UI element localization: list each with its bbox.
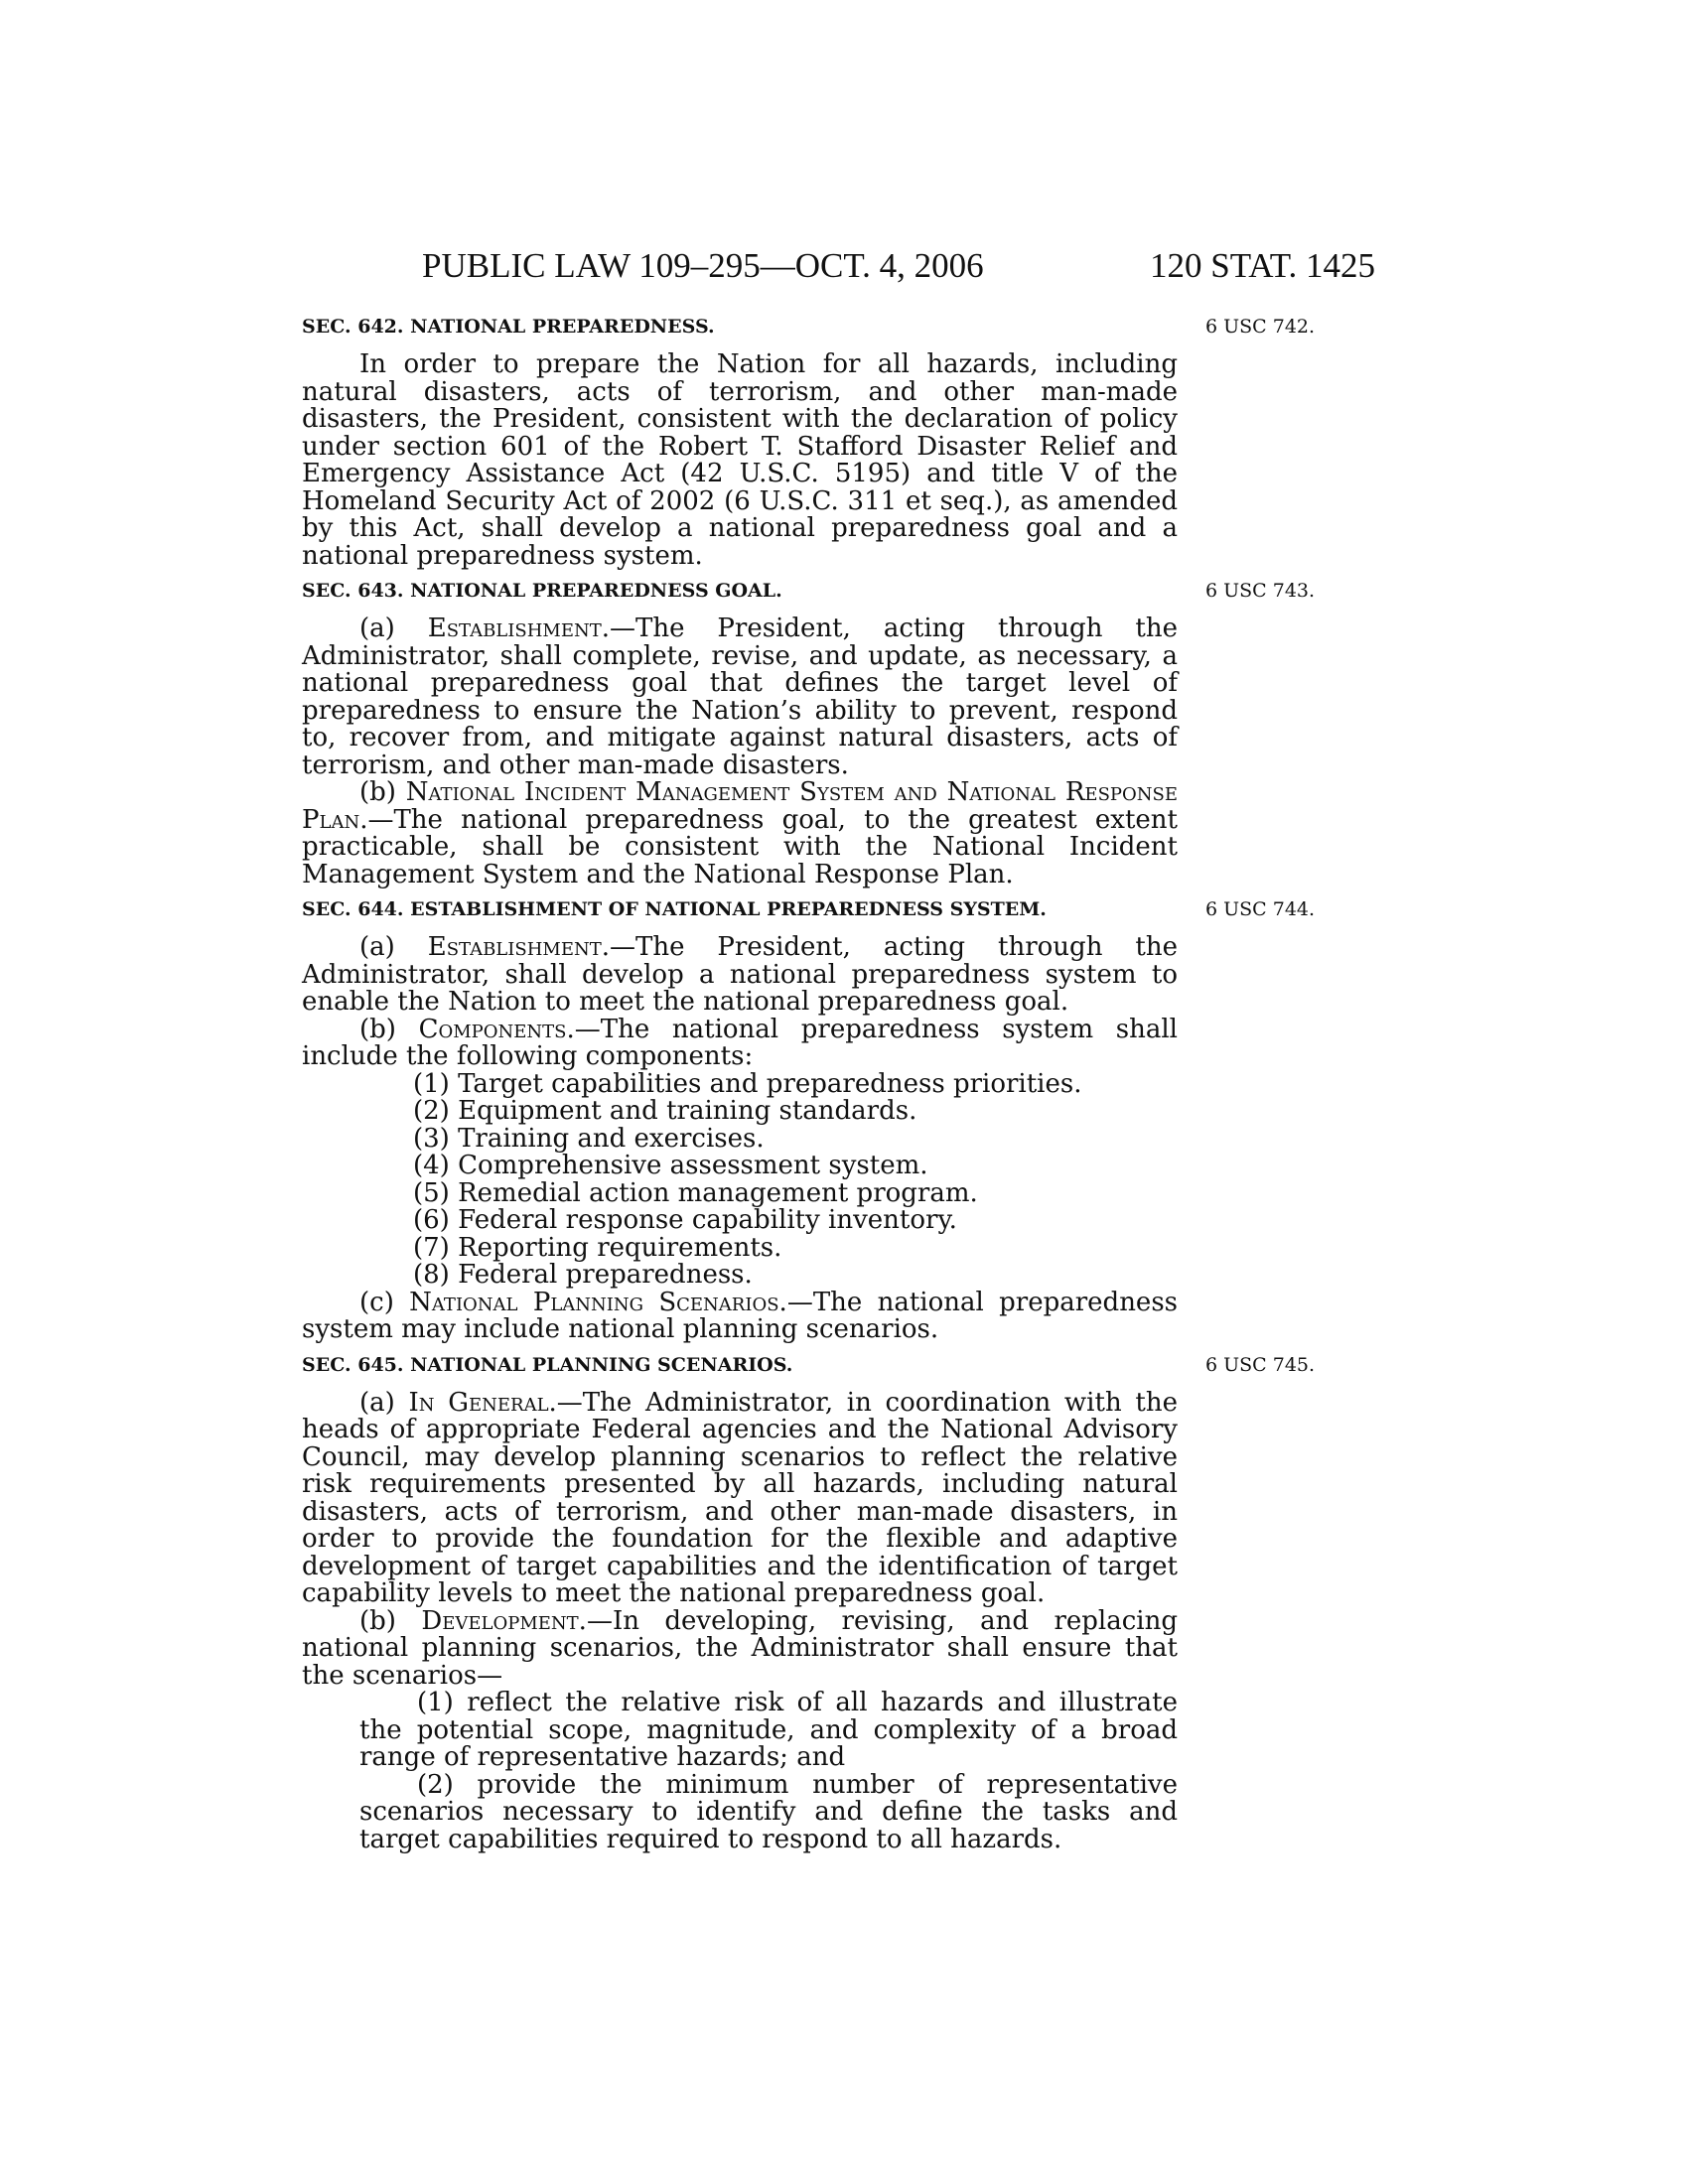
section-643-b-title: National Incident Management System and National Response Plan. <box>302 777 1178 835</box>
section-643-subsection-b <box>302 779 1178 888</box>
section-643-citation: 6 USC 743. <box>1205 580 1316 602</box>
section-645-heading <box>302 1353 1316 1376</box>
section-643-title: SEC. 643. NATIONAL PREPAREDNESS GOAL. <box>302 580 782 602</box>
component-item: (6) Federal response capability inventory. <box>413 1205 957 1235</box>
section-645-b-paragraph-1: (1) reflect the relative risk of all hazards and illustrate the potential scope, magnitude, and complexity of a broad range of representative hazards; and <box>359 1688 1178 1772</box>
component-item: (4) Comprehensive assessment system. <box>413 1151 928 1180</box>
section-644-a-title: Establishment. <box>427 932 610 962</box>
section-643-a-label: (a) <box>359 614 428 643</box>
section-644-b-text: —The national preparedness system shall include the following components: <box>302 1014 1178 1071</box>
section-644-c-text: —The national preparedness system may include national planning scenarios. <box>302 1287 1179 1344</box>
document-body <box>302 316 1316 1854</box>
section-645-subsection-b <box>302 1605 1178 1691</box>
component-item: (7) Reporting requirements. <box>413 1232 782 1263</box>
section-644-title: SEC. 644. ESTABLISHMENT OF NATIONAL PREPAREDNESS SYSTEM. <box>302 898 1047 920</box>
section-644-c-title: National Planning Scenarios. <box>409 1287 787 1317</box>
section-645-a-title: In General. <box>408 1387 557 1418</box>
section-644-c-label: (c) <box>359 1287 410 1317</box>
section-645-citation: 6 USC 745. <box>1205 1353 1316 1376</box>
section-645-b-title: Development. <box>421 1605 587 1636</box>
section-644-subsection-b <box>302 1014 1178 1071</box>
page-header-title: PUBLIC LAW 109–295—OCT. 4, 2006 <box>422 246 984 285</box>
component-list <box>302 1068 1178 1290</box>
section-643-heading <box>302 580 1316 602</box>
component-item: (2) Equipment and training standards. <box>413 1096 917 1126</box>
section-644-heading <box>302 898 1316 920</box>
section-643-b-label: (b) <box>359 777 406 807</box>
section-645-b-label: (b) <box>359 1605 422 1636</box>
component-item: (5) Remedial action management program. <box>413 1177 978 1208</box>
section-645-b-text: —In developing, revising, and replacing national planning scenarios, the Administrator shall ensure that the scenarios— <box>302 1605 1178 1691</box>
section-645-a-text: —The Administrator, in coordination with the heads of appropriate Federal agencies and the National Advisory Council, may develop planning scenarios to reflect the relative risk requirements presented by all hazards, including natural disasters, acts of terrorism, and other man-made disasters, in order to provide the foundation for the flexible and adaptive development of target capabilities and the identification of target capability levels to meet the national preparedness goal. <box>302 1387 1178 1608</box>
section-642-body: In order to prepare the Nation for all hazards, including natural disasters, acts of terrorism, and other man-made disasters, the President, consistent with the declaration of policy under section 601 of the Robert T. Stafford Disaster Relief and Emergency Assistance Act (42 U.S.C. 5195) and title V of the Homeland Security Act of 2002 (6 U.S.C. 311 et seq.), as amended by this Act, shall develop a national preparedness goal and a national preparedness system. <box>302 349 1178 571</box>
section-642-citation: 6 USC 742. <box>1205 316 1316 338</box>
component-item: (8) Federal preparedness. <box>413 1260 753 1290</box>
section-644-b-title: Components. <box>418 1014 575 1044</box>
section-644-b-label: (b) <box>359 1014 419 1044</box>
section-645-subsection-a <box>302 1387 1178 1608</box>
section-645-title: SEC. 645. NATIONAL PLANNING SCENARIOS. <box>302 1353 793 1376</box>
section-643-a-title: Establishment. <box>427 614 610 643</box>
component-item: (1) Target capabilities and preparedness priorities. <box>413 1068 1082 1099</box>
section-642-title: SEC. 642. NATIONAL PREPAREDNESS. <box>302 316 715 338</box>
section-643-b-text: —The national preparedness goal, to the greatest extent practicable, shall be consistent with the National Incident Management System and the National Response Plan. <box>302 804 1178 889</box>
section-644-subsection-c <box>302 1287 1179 1344</box>
section-644-citation: 6 USC 744. <box>1205 898 1316 920</box>
section-645-b-paragraph-2: (2) provide the minimum number of representative scenarios necessary to identify and define the tasks and target capabilities required to respond to all hazards. <box>359 1769 1178 1854</box>
section-644-a-text: —The President, acting through the Administrator, shall develop a national preparedness system to enable the Nation to meet the national preparedness goal. <box>302 932 1178 1017</box>
section-644-subsection-a <box>302 934 1178 1017</box>
section-645-a-label: (a) <box>359 1387 409 1418</box>
section-643-subsection-a <box>302 615 1178 779</box>
section-643-a-text: —The President, acting through the Administrator, shall complete, revise, and update, as necessary, a national preparedness goal that defines the target level of preparedness to ensure the Nation’s ability to prevent, respond to, recover from, and mitigate against natural disasters, acts of terrorism, and other man-made disasters. <box>302 614 1178 780</box>
section-642-heading <box>302 316 1316 338</box>
component-item: (3) Training and exercises. <box>413 1123 765 1154</box>
section-644-a-label: (a) <box>359 932 428 962</box>
page-header-stat: 120 STAT. 1425 <box>1150 246 1375 285</box>
